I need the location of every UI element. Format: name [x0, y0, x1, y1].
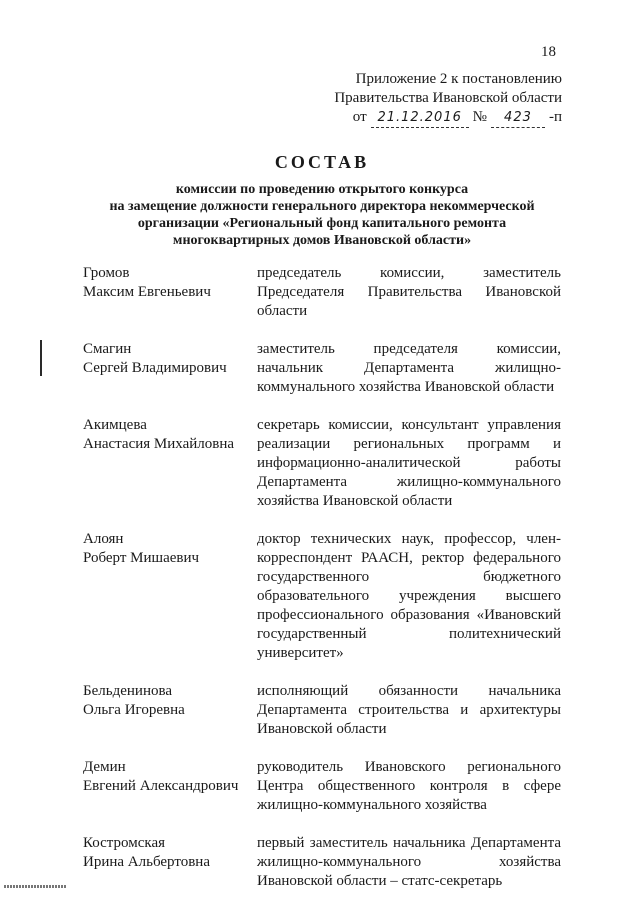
page-number: 18 — [541, 44, 556, 60]
annex-date: 21.12.2016 — [371, 108, 469, 128]
member-row — [83, 758, 561, 815]
annex-suffix: -п — [548, 109, 562, 125]
subtitle-line-2: на замещение должности генерального директора некоммерческой — [109, 199, 535, 214]
annex-line-2: Правительства Ивановской области — [334, 90, 562, 106]
role-line: Ивановской области – статс-секретарь — [257, 873, 503, 889]
annex-from: от — [352, 109, 367, 125]
role-line: председатель комиссии, заместитель — [257, 265, 561, 281]
member-surname: Бельденинова — [83, 683, 173, 699]
margin-mark — [40, 340, 42, 376]
members-list — [83, 264, 561, 891]
member-role — [257, 834, 561, 891]
scan-footer-mark — [4, 885, 66, 888]
member-row — [83, 264, 561, 321]
annex-number-sign: № — [472, 109, 487, 125]
role-line: корреспондент РААСН, ректор федерального — [257, 550, 561, 566]
role-line: жилищно-коммунального хозяйства — [257, 854, 561, 870]
annex-header — [302, 70, 562, 128]
member-surname: Костромская — [83, 835, 166, 851]
role-line: реализации региональных программ и — [257, 436, 561, 452]
member-role — [257, 340, 561, 397]
role-line: первый заместитель начальника Департамента — [257, 835, 561, 851]
annex-line-1: Приложение 2 к постановлению — [355, 71, 562, 87]
member-surname: Алоян — [83, 531, 124, 547]
role-line: руководитель Ивановского регионального — [257, 759, 561, 775]
role-line: жилищно-коммунального хозяйства — [257, 797, 487, 813]
role-line: университет» — [257, 645, 344, 661]
member-name — [83, 416, 257, 511]
member-row — [83, 530, 561, 663]
document-title: СОСТАВ — [274, 152, 370, 172]
role-line: информационно-аналитической работы — [257, 455, 561, 471]
member-surname: Громов — [83, 265, 130, 281]
member-given-name: Роберт Мишаевич — [83, 550, 200, 566]
role-line: секретарь комиссии, консультант управления — [257, 417, 561, 433]
member-row — [83, 834, 561, 891]
member-name — [83, 264, 257, 321]
role-line: доктор технических наук, профессор, член- — [257, 531, 561, 547]
member-row — [83, 340, 561, 397]
subtitle-line-4: многоквартирных домов Ивановской области» — [172, 233, 472, 248]
annex-number: 423 — [491, 108, 545, 128]
member-role — [257, 264, 561, 321]
member-surname: Акимцева — [83, 417, 147, 433]
role-line: Департамента жилищно-коммунального — [257, 474, 561, 490]
member-row — [83, 416, 561, 511]
member-surname: Смагин — [83, 341, 132, 357]
member-role — [257, 758, 561, 815]
member-given-name: Анастасия Михайловна — [83, 436, 235, 452]
role-line: Председателя Правительства Ивановской — [257, 284, 561, 300]
role-line: заместитель председателя комиссии, — [257, 341, 561, 357]
role-line: Ивановской области — [257, 721, 387, 737]
member-name — [83, 834, 257, 891]
role-line: профессионального образования «Ивановский — [257, 607, 561, 623]
role-line: государственный политехнический — [257, 626, 561, 642]
role-line: образовательного учреждения высшего — [257, 588, 561, 604]
member-given-name: Ольга Игоревна — [83, 702, 185, 718]
member-given-name: Максим Евгеньевич — [83, 284, 211, 300]
member-given-name: Евгений Александрович — [83, 778, 239, 794]
role-line: начальник Департамента жилищно- — [257, 360, 561, 376]
subtitle-line-1: комиссии по проведению открытого конкурса — [175, 182, 469, 197]
member-role — [257, 530, 561, 663]
role-line: области — [257, 303, 308, 319]
member-name — [83, 530, 257, 663]
member-name — [83, 340, 257, 397]
member-name — [83, 758, 257, 815]
member-given-name: Ирина Альбертовна — [83, 854, 210, 870]
role-line: исполняющий обязанности начальника — [257, 683, 561, 699]
role-line: Департамента строительства и архитектуры — [257, 702, 561, 718]
member-name — [83, 682, 257, 739]
role-line: Центра общественного контроля в сфере — [257, 778, 561, 794]
member-given-name: Сергей Владимирович — [83, 360, 227, 376]
role-line: коммунального хозяйства Ивановской области — [257, 379, 555, 395]
member-surname: Демин — [83, 759, 126, 775]
member-role — [257, 682, 561, 739]
role-line: хозяйства Ивановской области — [257, 493, 453, 509]
role-line: государственного бюджетного — [257, 569, 561, 585]
annex-reference — [302, 108, 562, 128]
title-block — [80, 152, 564, 249]
member-role — [257, 416, 561, 511]
member-row — [83, 682, 561, 739]
subtitle-line-3: организации «Региональный фонд капитального ремонта — [137, 216, 507, 231]
